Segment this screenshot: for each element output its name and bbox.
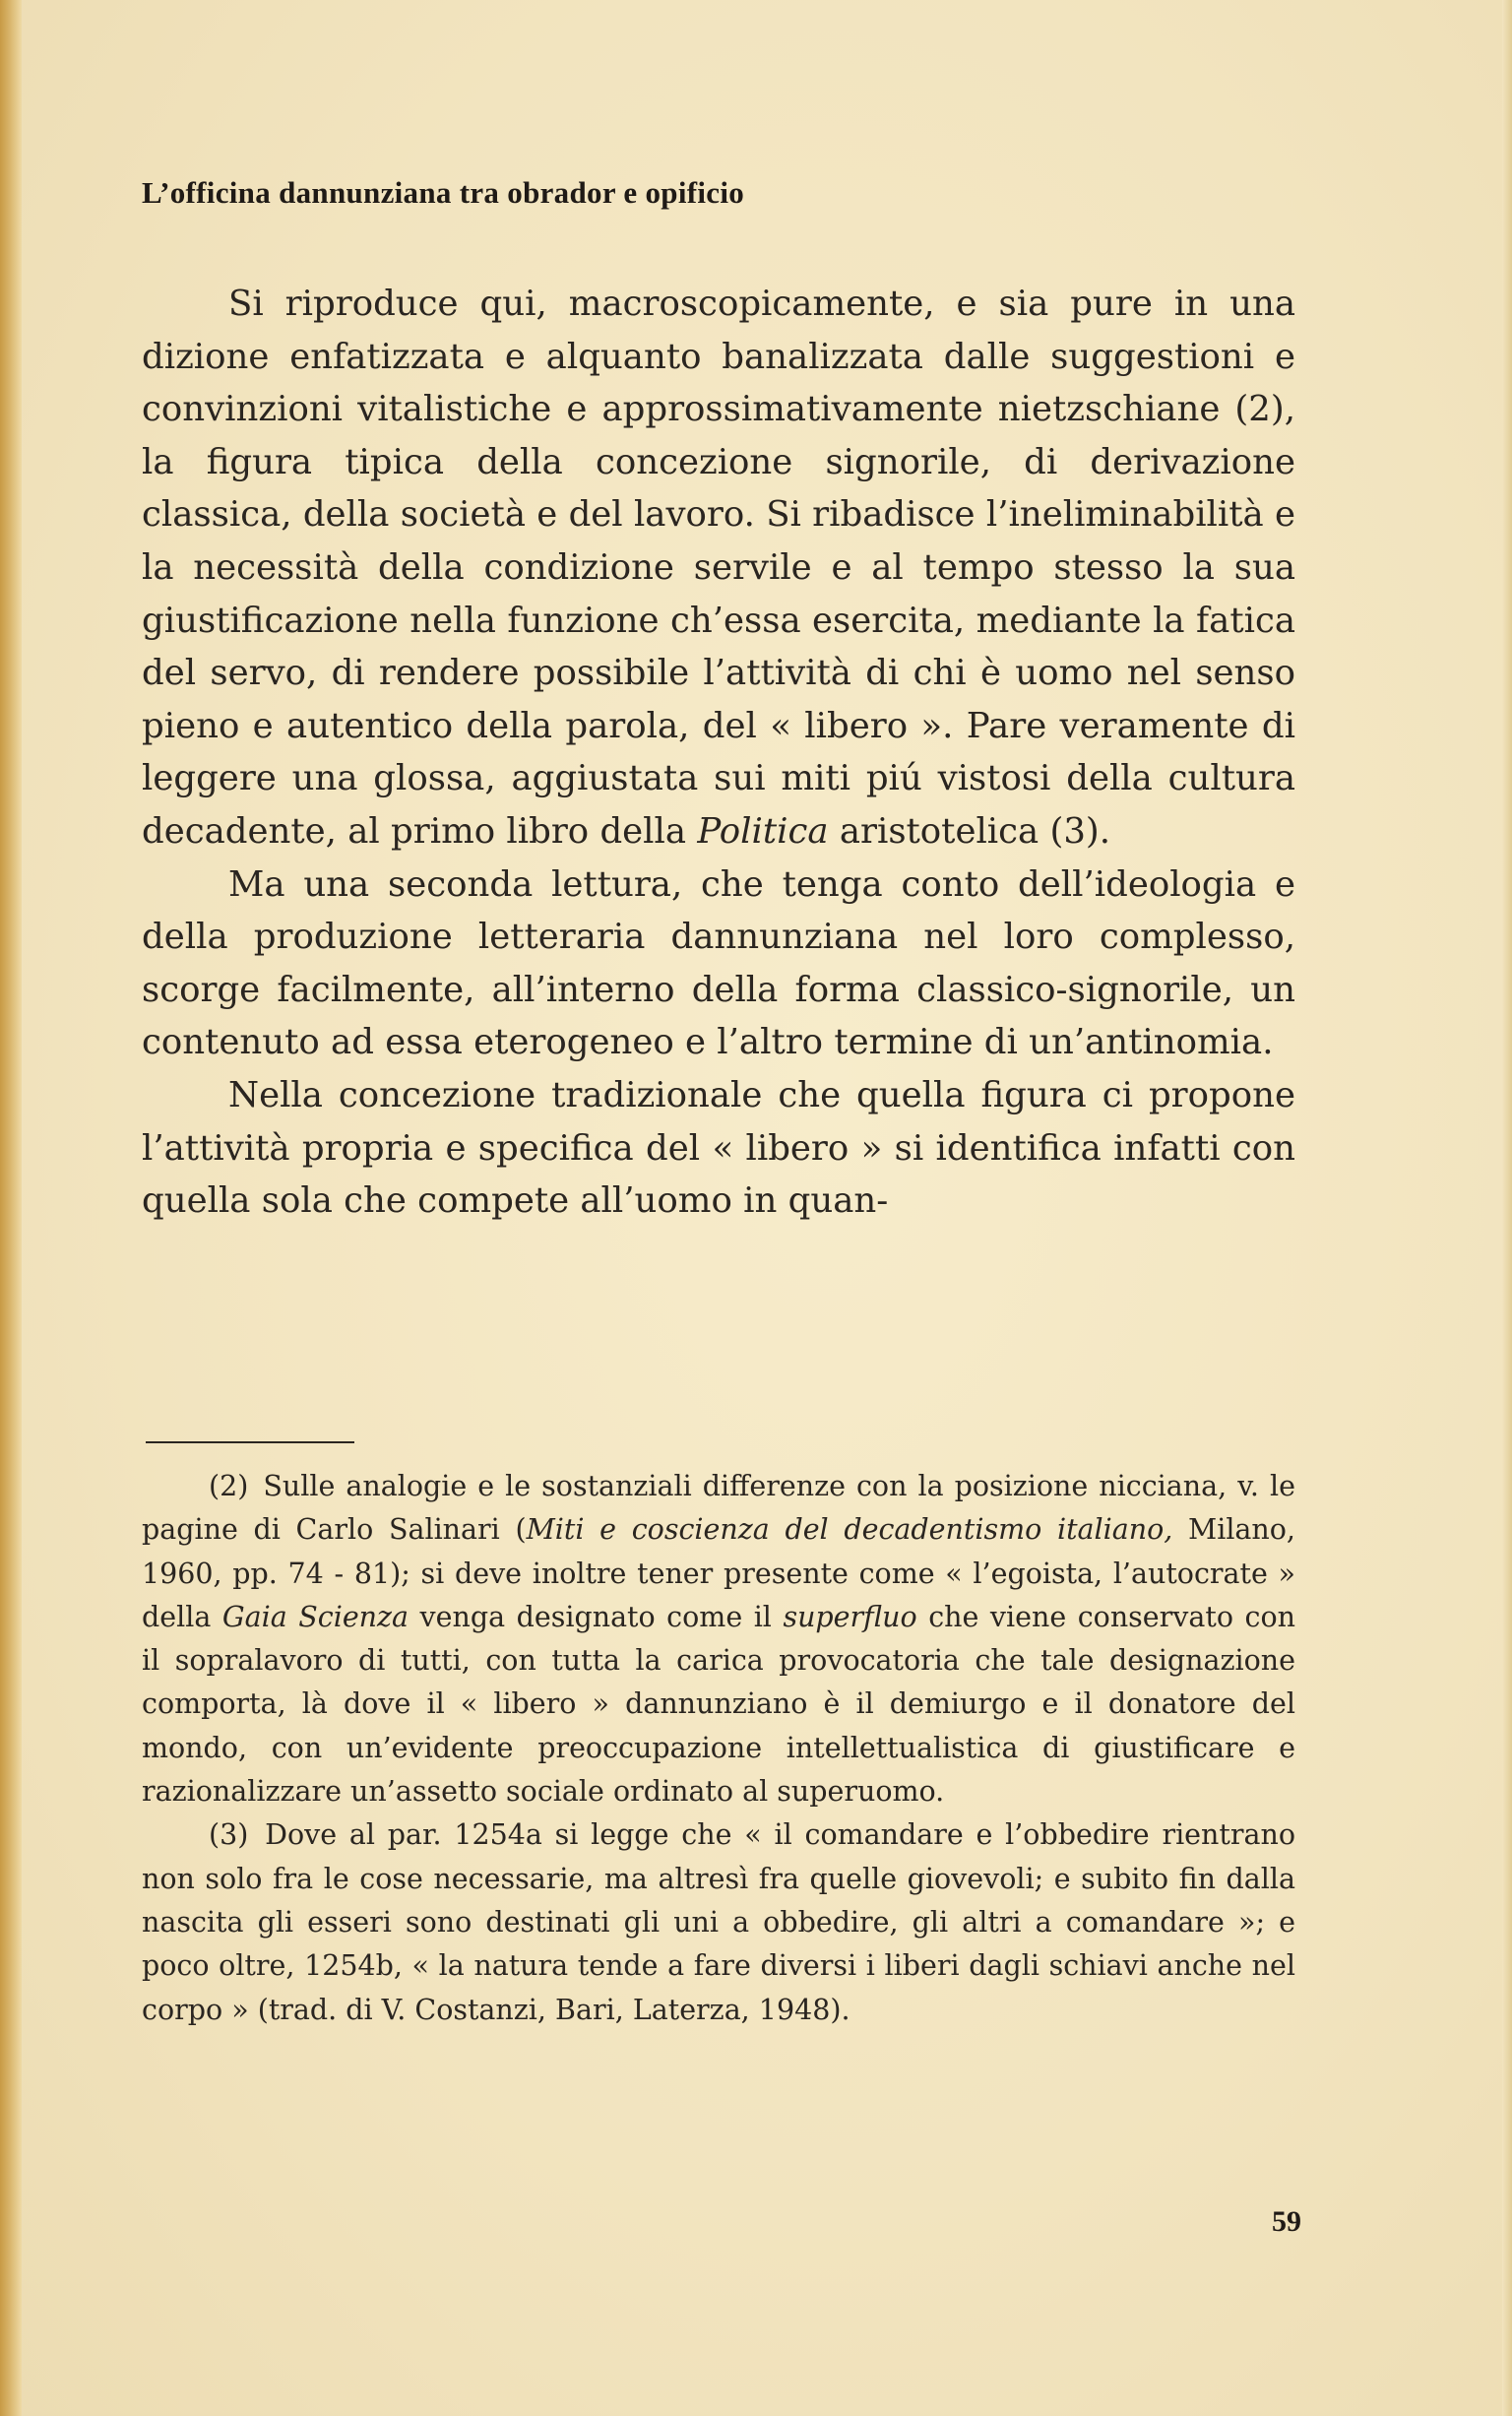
running-head: L’officina dannunziana tra obrador e opificio	[142, 175, 745, 210]
footnote: (3) Dove al par. 1254a si legge che « il comandare e l’obbedire rientrano non solo fra le cose necessarie, ma altresì fra quelle giovevoli; e subito fin dalla nascita gli esseri sono destinati gli uni a obbedire, gli altri a comandare »; e poco oltre, 1254b, « la natura tende a fare diversi i liberi dagli schiavi anche nel corpo » (trad. di V. Costanzi, Bari, Laterza, 1948).	[142, 1818, 1295, 2026]
footnote: (2) Sulle analogie e le sostanziali differenze con la posizione nicciana, v. le pagine di Carlo Salinari (Miti e coscienza del decadentismo italiano, Milano, 1960, pp. 74 - 81); si deve inoltre tener presente come « l’egoista, l’autocrate » della Gaia Scienza venga designato come il superfluo che viene conservato con il sopralavoro di tutti, con tutta la carica provocatoria che tale designazione comporta, là dove il « libero » dannunziano è il demiurgo e il donatore del mondo, con un’evidente preoccupazione intellettualistica di giustificare e razionalizzare un’assetto sociale ordinato al superuomo.	[142, 1470, 1295, 1809]
page-number: 59	[1272, 2205, 1301, 2238]
page-binding-edge	[0, 0, 22, 2416]
main-text	[142, 278, 1295, 1228]
paragraph: Si riproduce qui, macroscopicamente, e sia pure in una dizione enfatizzata e alquanto banalizzata dalle suggestioni e convinzioni vitalistiche e approssimativamente nietzschiane (2), la figura tipica della concezione signorile, di derivazione classica, della società e del lavoro. Si ribadisce l’ineliminabilità e la necessità della condizione servile e al tempo stesso la sua giustificazione nella funzione ch’essa esercita, mediante la fatica del servo, di rendere possibile l’attività di chi è uomo nel senso pieno e autentico della parola, del « libero ». Pare veramente di leggere una glossa, aggiustata sui miti piú vistosi della cultura decadente, al primo libro della Politica aristotelica (3).	[142, 284, 1295, 852]
page-outer-edge	[1502, 0, 1512, 2416]
paragraph: Ma una seconda lettura, che tenga conto dell’ideologia e della produzione letteraria dannunziana nel loro complesso, scorge facilmente, all’interno della forma classico-signorile, un contenuto ad essa eterogeneo e l’altro termine di un’antinomia.	[142, 863, 1295, 1063]
footnote-number: (3)	[209, 1818, 249, 1852]
footnote-number: (2)	[209, 1470, 249, 1502]
footnote-separator	[146, 1441, 354, 1443]
footnotes	[142, 1465, 1295, 2032]
paragraph: Nella concezione tradizionale che quella figura ci propone l’attività propria e specifica del « libero » si identifica infatti con quella sola che compete all’uomo in quan-	[142, 1074, 1295, 1222]
